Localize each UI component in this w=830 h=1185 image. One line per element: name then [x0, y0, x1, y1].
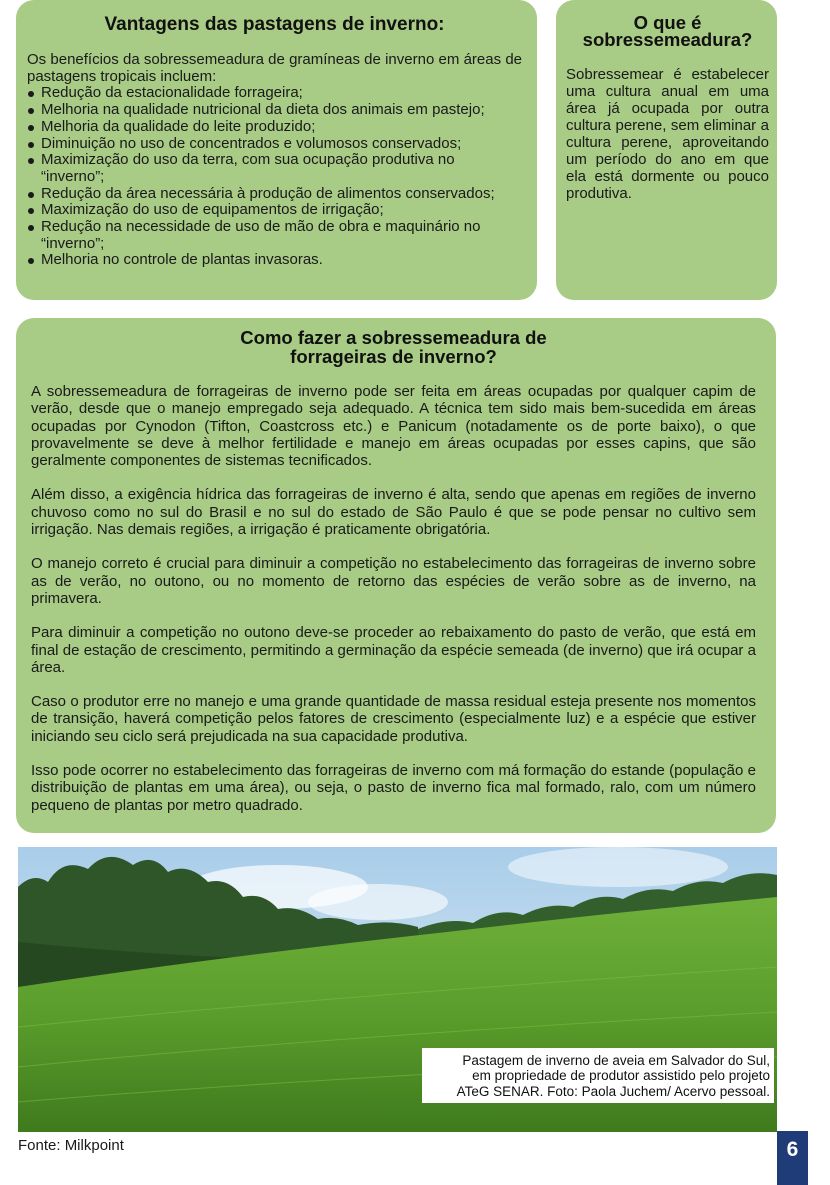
caption-line: ATeG SENAR. Foto: Paola Juchem/ Acervo pessoal.	[456, 1083, 770, 1099]
what-is-title: O que é sobressemeadura?	[582, 12, 753, 50]
what-is-box	[556, 0, 777, 300]
how-to-title-line2: forrageiras de inverno?	[290, 346, 497, 367]
source-note: Fonte: Milkpoint	[18, 1137, 124, 1154]
advantages-box	[16, 0, 537, 300]
list-item: Maximização do uso da terra, com sua ocupação produtiva no “inverno”;	[27, 152, 522, 185]
how-to-title	[31, 328, 756, 366]
how-to-paragraph: Para diminuir a competição no outono deve-se proceder ao rebaixamento do pasto de verão, que está em final de estação de crescimento, permitindo a germinação da espécie semeada (de inverno) que irá ocupar a área.	[31, 624, 756, 676]
cloud	[308, 884, 448, 920]
list-item: Melhoria na qualidade nutricional da dieta dos animais em pastejo;	[27, 102, 522, 119]
caption-line: Pastagem de inverno de aveia em Salvador do Sul,	[462, 1052, 770, 1068]
list-item: Diminuição no uso de concentrados e volumosos conservados;	[27, 136, 522, 153]
list-item: Redução da estacionalidade forrageira;	[27, 85, 522, 102]
pasture-photo	[18, 847, 777, 1132]
photo-caption	[422, 1048, 774, 1104]
how-to-paragraph: A sobressemeadura de forrageiras de inverno pode ser feita em áreas ocupadas por qualquer capim de verão, desde que o manejo empregado seja adequado. A técnica tem sido mais bem-sucedida em áreas ocupadas por Cynodon (Tifton, Coastcross etc.) e Panicum (notadamente os de porte baixo), o que provavelmente se deve à melhor fertilidade e manejo em áreas ocupadas por esses capins, que são geralmente componentes de sistemas tecnificados.	[31, 383, 756, 470]
cloud	[508, 847, 728, 887]
advantages-title: Vantagens das pastagens de inverno:	[104, 14, 445, 35]
page-number-badge: 6	[777, 1131, 808, 1185]
list-item: Redução na necessidade de uso de mão de obra e maquinário no “inverno”;	[27, 219, 522, 252]
how-to-paragraph: Isso pode ocorrer no estabelecimento das forrageiras de inverno com má formação do estande (população e distribuição de plantas em uma área), ou seja, o pasto de inverno fica mal formado, ralo, com um número pequeno de plantas por metro quadrado.	[31, 762, 756, 814]
how-to-paragraph: O manejo correto é crucial para diminuir a competição no estabelecimento das forrageiras de inverno sobre as de verão, no outono, ou no momento de retorno das espécies de verão sobre as de inverno, na primavera.	[31, 555, 756, 607]
how-to-paragraph: Além disso, a exigência hídrica das forrageiras de inverno é alta, sendo que apenas em regiões de inverno chuvoso como no sul do Brasil e no sul do estado de São Paulo é que se pode pensar no cultivo sem irrigação. Nas demais regiões, a irrigação é praticamente obrigatória.	[31, 486, 756, 539]
advantages-intro: Os benefícios da sobressemeadura de gramíneas de inverno em áreas de pastagens tropicais incluem:	[27, 51, 522, 85]
how-to-title-line1: Como fazer a sobressemeadura de	[240, 327, 547, 348]
how-to-box	[16, 318, 776, 833]
list-item: Melhoria no controle de plantas invasoras.	[27, 252, 522, 269]
what-is-text: Sobressemear é estabelecer uma cultura anual em uma área já ocupada por outra cultura perene, sem eliminar a cultura perene, aproveitando um período do ano em que ela está dormente ou pouco produtiva.	[566, 66, 769, 202]
list-item: Maximização do uso de equipamentos de irrigação;	[27, 202, 522, 219]
advantages-list	[27, 85, 522, 269]
how-to-paragraph: Caso o produtor erre no manejo e uma grande quantidade de massa residual esteja presente nos momentos de transição, haverá competição pelos fatores de crescimento (especialmente luz) e a espécie que estiver iniciando seu ciclo será prejudicada na sua capacidade produtiva.	[31, 693, 756, 745]
list-item: Redução da área necessária à produção de alimentos conservados;	[27, 186, 522, 203]
list-item: Melhoria da qualidade do leite produzido;	[27, 119, 522, 136]
caption-line: em propriedade de produtor assistido pelo projeto	[472, 1068, 770, 1083]
